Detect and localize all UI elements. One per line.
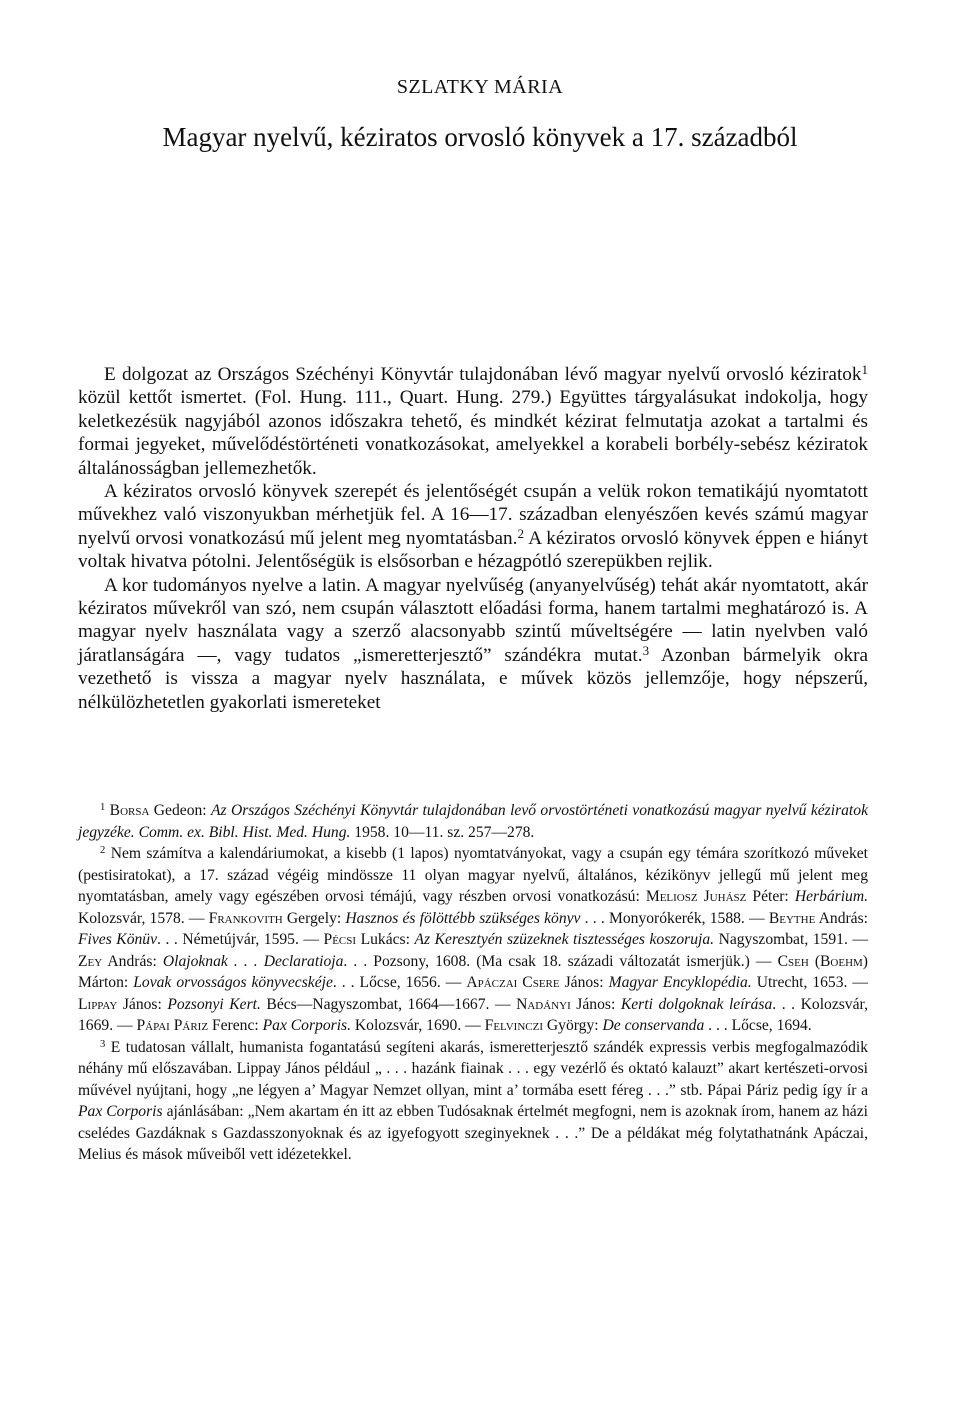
paragraph-1 [78,363,868,480]
fn2-work-10: Pax Corporis. [262,1017,351,1034]
article-title: Magyar nyelvű, kéziratos orvosló könyvek a 17. századból [162,122,798,152]
fn2-t20: Ferenc: [208,1017,263,1034]
author-name: SZLATKY MÁRIA [396,76,564,98]
footnote-1-author-first: Gedeon: [149,802,211,819]
fn2-t6: András: [815,909,869,927]
fn2-author-5: Zey [78,952,103,970]
fn2-t21: Kolozsvár, 1690. — [351,1017,485,1034]
fn2-author-11: Felvinczi [484,1017,544,1034]
fn2-author-2: Frankovith [208,909,283,927]
fn2-work-3: Fives Könüv [78,931,158,948]
footnote-1-work-title: Az Országos Széchényi Könyvtár tulajdonában levő orvostörténeti vonatkozású magyar nyelvű kéziratok jegyzéke. Comm. ex. Bibl. Hist. Med. Hung. [78,802,868,841]
fn2-t4: Gergely: [282,909,346,927]
fn2-author-9: Nadányi [516,995,571,1013]
fn2-t12: Márton: [78,974,134,991]
footnote-1-number: 1 [100,802,106,814]
paragraph-2-text-b: A kéziratos orvosló könyvek éppen e hiányt voltak hivatva pótolni. Jelentőségük is elsősorban e hézagpótló szerepükben rejlik. [78,527,868,573]
fn2-t17: Bécs—Nagyszombat, 1664—1667. — [260,995,517,1013]
paragraph-3 [78,574,868,714]
paragraph-2 [78,480,868,574]
fn3-t2: ajánlásában: „Nem akartam én itt az ebben Tudósaknak értelmét megfogni, nem is azoknak írom, hanem az házi cselédes Gazdáknak s Gazdasszonyoknak és az igyefogyott szeginyeknek . . .” De a példákat még folytathatnánk Apáczai, Melius és mások műveiből vett idézetekkel. [78,1103,868,1163]
fn2-t14: János: [559,974,609,991]
fn2-author-7: Apáczai Csere [466,974,560,991]
fn2-work-8: Pozsonyi Kert. [167,995,261,1013]
paragraph-1-text-b: közül kettőt ismertet. (Fol. Hung. 111., Quart. Hung. 279.) Együttes tárgyalásukat indokolja, hogy keletkezésük nagyjából azonos időszakra tehető, és mindkét kézirat felmutatja azokat a tartalmi és formai jegyeket, művelődéstörténeti vonatkozásokat, amelyekkel a korabeli borbély-sebész kéziratok általánosságban jellemezhetők. [78,387,868,479]
fn2-work-6: Lovak orvosságos könyvecskéje [133,974,333,991]
footnote-2 [78,843,868,1037]
body-text [78,363,868,714]
fn2-t9: Nagyszombat, 1591. — [714,931,868,948]
fn2-t5: . . . Monyorókerék, 1588. — [580,909,769,927]
footnote-ref-1: 1 [861,362,868,378]
fn2-t22: György: [543,1017,603,1034]
fn2-work-11: De conservanda [602,1017,705,1034]
footnotes [78,800,868,1166]
fn2-work-1: Herbárium. [794,888,869,905]
fn2-author-3: Beythe [768,909,816,927]
fn2-t13: . . . Lőcse, 1656. — [332,974,467,991]
fn2-t11: . . . Pozsony, 1608. (Ma csak 18. századi változatát ismerjük.) — [343,952,778,970]
fn2-t2: Péter: [746,888,795,905]
fn2-work-4: Az Keresztyén szüzeknek tisztességes koszoruja. [414,931,715,948]
fn2-t8: Lukács: [356,931,415,948]
footnote-1-author: Borsa [109,802,150,819]
fn2-t16: János: [117,995,168,1013]
footnote-ref-2: 2 [517,525,524,541]
paragraph-2-text-a: A kéziratos orvosló könyvek szerepét és jelentőségét csupán a velük rokon tematikájú nyomtatott művekhez való viszonyukban mérhetjük fel. A 16—17. században elenyészően kevés számú magyar nyelvű orvosi vonatkozású mű jelent meg nyomtatásban. [78,481,868,549]
fn2-t15: Utrecht, 1653. — [751,974,869,991]
fn3-work-1: Pax Corporis [78,1103,163,1120]
fn2-t1: Nem számítva a kalendáriumokat, a kisebb (1 lapos) nyomtatványokat, vagy a csupán egy témára szorítkozó műveket (pestisiratokat), a 17. század végéig mindössze 11 olyan magyar nyelvű, általános, kézikönyv jellegű mű jelent meg nyomtatásban, amely vagy egészében orvosi témájú, vagy részben orvosi vonatkozású: [78,845,868,905]
fn2-author-1: Meliosz Juhász [645,888,747,905]
fn2-author-4: Pécsi [323,931,357,948]
footnote-3-number: 3 [100,1038,106,1050]
footnote-2-number: 2 [100,845,106,857]
fn2-author-6: Cseh (Boehm) [777,952,868,970]
fn2-t3: Kolozsvár, 1578. — [78,909,209,927]
footnote-3 [78,1037,868,1166]
fn2-t23: . . . Lőcse, 1694. [704,1017,812,1034]
fn2-t18: János: [570,995,621,1013]
fn2-work-5: Olajoknak . . . Declaratioja [162,952,344,970]
paragraph-3-text-a: A kor tudományos nyelve a latin. A magyar nyelvűség (anyanyelvűség) tehát akár nyomtatott, akár kéziratos művekről van szó, nem csupán választott előadási forma, hanem tartalmi meghatározó is. A magyar nyelv használata vagy a szerző alacsonyabb szintű műveltségére — latin nyelvben való járatlanságára —, vagy tudatos „ismeretterjesztő” szándékra mutat. [78,574,868,666]
footnote-1 [78,800,868,843]
fn2-t7: . . . Németújvár, 1595. — [157,931,324,948]
footnote-1-rest: 1958. 10—11. sz. 257—278. [350,823,535,841]
fn2-t10: András: [102,952,163,970]
fn2-work-2: Hasznos és fölöttébb szükséges könyv [345,909,581,927]
fn2-work-9: Kerti dolgoknak leírása [620,995,773,1013]
fn2-work-7: Magyar Encyklopédia. [608,974,752,991]
paragraph-3-text-b: Azonban bármelyik okra vezethető is vissza a magyar nyelv használata, e művek közös jellemzője, hogy népszerű, nélkülözhetetlen gyakorlati ismereteket [78,644,868,713]
fn2-t19: . . . Kolozsvár, 1669. — [78,995,868,1034]
fn2-author-10: Pápai Páriz [136,1017,209,1034]
paragraph-1-text-a: E dolgozat az Országos Széchényi Könyvtár tulajdonában lévő magyar nyelvű orvosló kéziratok [104,364,862,385]
fn2-author-8: Lippay [78,995,118,1013]
footnote-ref-3: 3 [642,643,650,658]
fn3-t1: E tudatosan vállalt, humanista fogantatású segíteni akarás, ismeretterjesztő szándék expressis verbis megfogalmazódik néhány mű előszavában. Lippay János például „ . . . hazánk fiainak . . . egy vezérlő és oktató kalauzt” akart kertészeti-orvosi művével nyújtani, hogy „ne légyen a’ Magyar Nemzet ollyan, mint a’ tormába esett féreg . . .” stb. Pápai Páriz pedig így ír a [78,1038,868,1099]
